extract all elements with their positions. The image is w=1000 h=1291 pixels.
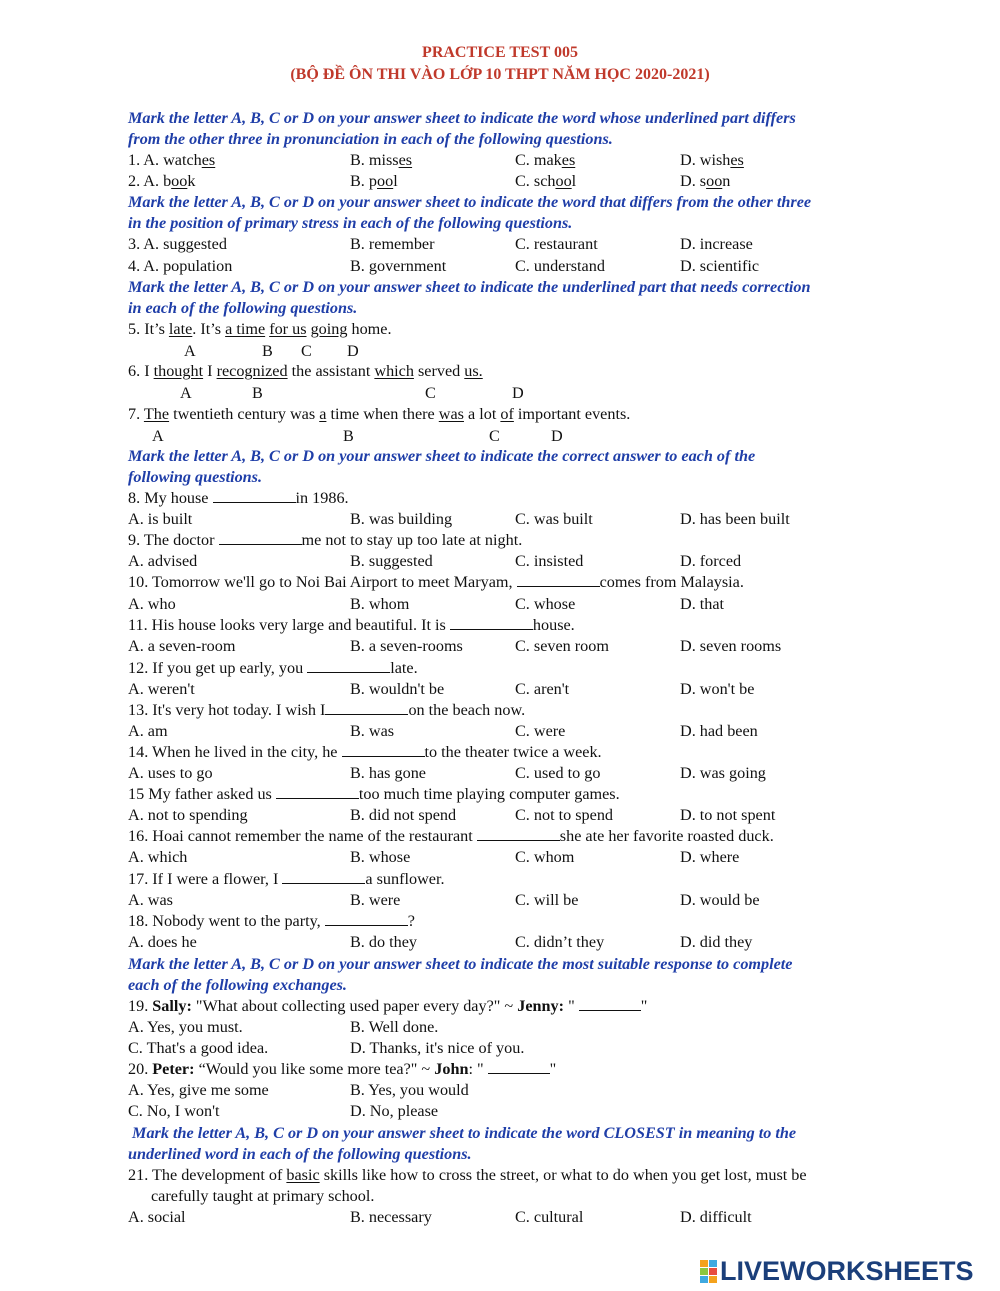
liveworksheets-logo[interactable] — [700, 1256, 974, 1286]
q6-label-b: B — [252, 384, 263, 402]
q16-option-b: B. whose — [350, 848, 411, 866]
q21-option-c: C. cultural — [515, 1208, 584, 1226]
q2-option-a: 2. A. book — [128, 172, 196, 190]
answer-blank — [219, 530, 302, 545]
q9-option-b: B. suggested — [350, 552, 433, 570]
answer-blank — [282, 869, 365, 884]
q16-option-a: A. which — [128, 848, 188, 866]
q8-option-b: B. was building — [350, 510, 453, 528]
q8-option-a: A. is built — [128, 510, 193, 528]
q11-stem: 11. His house looks very large and beautiful. It is house. — [128, 616, 575, 634]
q5-label-c: C — [301, 342, 312, 360]
q5-label-b: B — [262, 342, 273, 360]
q16-option-c: C. whom — [515, 848, 575, 866]
instruction-closest-meaning: Mark the letter A, B, C or D on your answer sheet to indicate the word CLOSEST in meaning to the underlined word in each of the following questions. — [128, 1124, 797, 1163]
q21-option-d: D. difficult — [680, 1208, 752, 1226]
answer-blank — [579, 996, 641, 1011]
q2-option-b: B. pool — [350, 172, 398, 190]
q7-label-b: B — [343, 427, 354, 445]
q17-stem: 17. If I were a flower, I a sunflower. — [128, 870, 445, 888]
q17-option-a: A. was — [128, 891, 173, 909]
q18-option-b: B. do they — [350, 933, 417, 951]
q21-option-a: A. social — [128, 1208, 186, 1226]
q15-option-c: C. not to spend — [515, 806, 614, 824]
q8-option-c: C. was built — [515, 510, 593, 528]
q21-option-b: B. necessary — [350, 1208, 432, 1226]
instruction-correction: Mark the letter A, B, C or D on your answer sheet to indicate the underlined part that needs correction in each of the following questions. — [128, 278, 811, 317]
answer-blank — [213, 488, 296, 503]
test-title: PRACTICE TEST 005 — [422, 44, 578, 61]
q14-option-d: D. was going — [680, 764, 766, 782]
q9-option-d: D. forced — [680, 552, 742, 570]
q7-label-c: C — [489, 427, 500, 445]
answer-blank — [488, 1059, 550, 1074]
q12-option-d: D. won't be — [680, 680, 755, 698]
q7-sentence: 7. The twentieth century was a time when there was a lot of important events. — [128, 405, 631, 423]
q3-option-c: C. restaurant — [515, 235, 598, 253]
q9-stem: 9. The doctor me not to stay up too late at night. — [128, 531, 523, 549]
q5-sentence: 5. It’s late. It’s a time for us going home. — [128, 320, 392, 338]
q21-stem-line2: carefully taught at primary school. — [151, 1187, 375, 1205]
q11-option-d: D. seven rooms — [680, 637, 782, 655]
q13-option-c: C. were — [515, 722, 566, 740]
q17-option-c: C. will be — [515, 891, 579, 909]
q6-label-d: D — [512, 384, 524, 402]
answer-blank — [325, 911, 408, 926]
q17-option-d: D. would be — [680, 891, 760, 909]
q10-option-d: D. that — [680, 595, 725, 613]
q14-option-a: A. uses to go — [128, 764, 213, 782]
q18-option-d: D. did they — [680, 933, 753, 951]
answer-blank — [307, 658, 390, 673]
q7-label-d: D — [551, 427, 563, 445]
q4-option-b: B. government — [350, 257, 447, 275]
instruction-exchanges: Mark the letter A, B, C or D on your answer sheet to indicate the most suitable response to complete each of the following exchanges. — [128, 955, 793, 994]
q6-label-c: C — [425, 384, 436, 402]
q3-option-d: D. increase — [680, 235, 753, 253]
q20-option-d: D. No, please — [350, 1102, 439, 1120]
q12-option-a: A. weren't — [128, 680, 195, 698]
q19-option-d: D. Thanks, it's nice of you. — [350, 1039, 525, 1057]
q3-option-b: B. remember — [350, 235, 435, 253]
q4-option-c: C. understand — [515, 257, 605, 275]
q14-option-c: C. used to go — [515, 764, 601, 782]
q8-option-d: D. has been built — [680, 510, 790, 528]
q6-label-a: A — [180, 384, 192, 402]
q6-sentence: 6. I thought I recognized the assistant which served us. — [128, 362, 483, 380]
q12-stem: 12. If you get up early, you late. — [128, 659, 418, 677]
answer-blank — [477, 826, 560, 841]
q10-option-a: A. who — [128, 595, 176, 613]
q15-option-a: A. not to spending — [128, 806, 248, 824]
answer-blank — [342, 742, 425, 757]
instruction-correct-answer: Mark the letter A, B, C or D on your answer sheet to indicate the correct answer to each of the following questions. — [128, 447, 756, 486]
q19-stem: 19. Sally: "What about collecting used paper every day?" ~ Jenny: " " — [128, 997, 648, 1015]
q7-label-a: A — [152, 427, 164, 445]
q9-option-c: C. insisted — [515, 552, 584, 570]
q11-option-b: B. a seven-rooms — [350, 637, 463, 655]
q20-option-b: B. Yes, you would — [350, 1081, 469, 1099]
q8-stem: 8. My house in 1986. — [128, 489, 349, 507]
answer-blank — [450, 615, 533, 630]
q11-option-c: C. seven room — [515, 637, 609, 655]
q5-label-d: D — [347, 342, 359, 360]
q18-option-c: C. didn’t they — [515, 933, 605, 951]
q20-option-c: C. No, I won't — [128, 1102, 220, 1120]
q19-option-a: A. Yes, you must. — [128, 1018, 243, 1036]
q20-option-a: A. Yes, give me some — [128, 1081, 269, 1099]
q10-option-b: B. whom — [350, 595, 410, 613]
q16-stem: 16. Hoai cannot remember the name of the restaurant she ate her favorite roasted duck. — [128, 827, 774, 845]
answer-blank — [325, 700, 408, 715]
answer-blank — [276, 784, 359, 799]
q5-label-a: A — [184, 342, 196, 360]
q19-option-c: C. That's a good idea. — [128, 1039, 269, 1057]
instruction-stress: Mark the letter A, B, C or D on your answer sheet to indicate the word that differs from the other three in the position of primary stress in each of the following questions. — [128, 193, 812, 232]
q15-option-b: B. did not spend — [350, 806, 457, 824]
q9-option-a: A. advised — [128, 552, 198, 570]
q14-option-b: B. has gone — [350, 764, 426, 782]
liveworksheets-logo-text: LIVEWORKSHEETS — [720, 1255, 974, 1286]
q13-option-b: B. was — [350, 722, 395, 740]
q18-option-a: A. does he — [128, 933, 197, 951]
q13-stem: 13. It's very hot today. I wish I on the beach now. — [128, 701, 526, 719]
q1-option-d: D. wishes — [680, 151, 744, 169]
q2-option-c: C. school — [515, 172, 577, 190]
q1-option-c: C. makes — [515, 151, 576, 169]
instruction-pronunciation: Mark the letter A, B, C or D on your answer sheet to indicate the word whose underlined part differs from the other three in pronunciation in each of the following questions. — [128, 109, 796, 148]
q3-option-a: 3. A. suggested — [128, 235, 227, 253]
q10-option-c: C. whose — [515, 595, 576, 613]
q21-stem-line1: 21. The development of basic skills like how to cross the street, or what to do when you get lost, must be — [128, 1166, 807, 1184]
answer-blank — [517, 572, 600, 587]
q12-option-b: B. wouldn't be — [350, 680, 445, 698]
liveworksheets-logo-icon — [700, 1260, 717, 1283]
q20-stem: 20. Peter: “Would you like some more tea?" ~ John: " " — [128, 1060, 557, 1078]
q1-option-b: B. misses — [350, 151, 413, 169]
q18-stem: 18. Nobody went to the party, ? — [128, 912, 415, 930]
q19-option-b: B. Well done. — [350, 1018, 439, 1036]
q4-option-d: D. scientific — [680, 257, 760, 275]
q2-option-d: D. soon — [680, 172, 731, 190]
q17-option-b: B. were — [350, 891, 401, 909]
q13-option-a: A. am — [128, 722, 168, 740]
q14-stem: 14. When he lived in the city, he to the theater twice a week. — [128, 743, 602, 761]
q15-option-d: D. to not spent — [680, 806, 776, 824]
q12-option-c: C. aren't — [515, 680, 570, 698]
q13-option-d: D. had been — [680, 722, 758, 740]
q16-option-d: D. where — [680, 848, 740, 866]
q4-option-a: 4. A. population — [128, 257, 233, 275]
q15-stem: 15 My father asked us too much time playing computer games. — [128, 785, 620, 803]
q10-stem: 10. Tomorrow we'll go to Noi Bai Airport to meet Maryam, comes from Malaysia. — [128, 573, 744, 591]
q1-option-a: 1. A. watches — [128, 151, 216, 169]
q11-option-a: A. a seven-room — [128, 637, 236, 655]
test-subtitle: (BỘ ĐỀ ÔN THI VÀO LỚP 10 THPT NĂM HỌC 2020-2021) — [290, 66, 710, 83]
